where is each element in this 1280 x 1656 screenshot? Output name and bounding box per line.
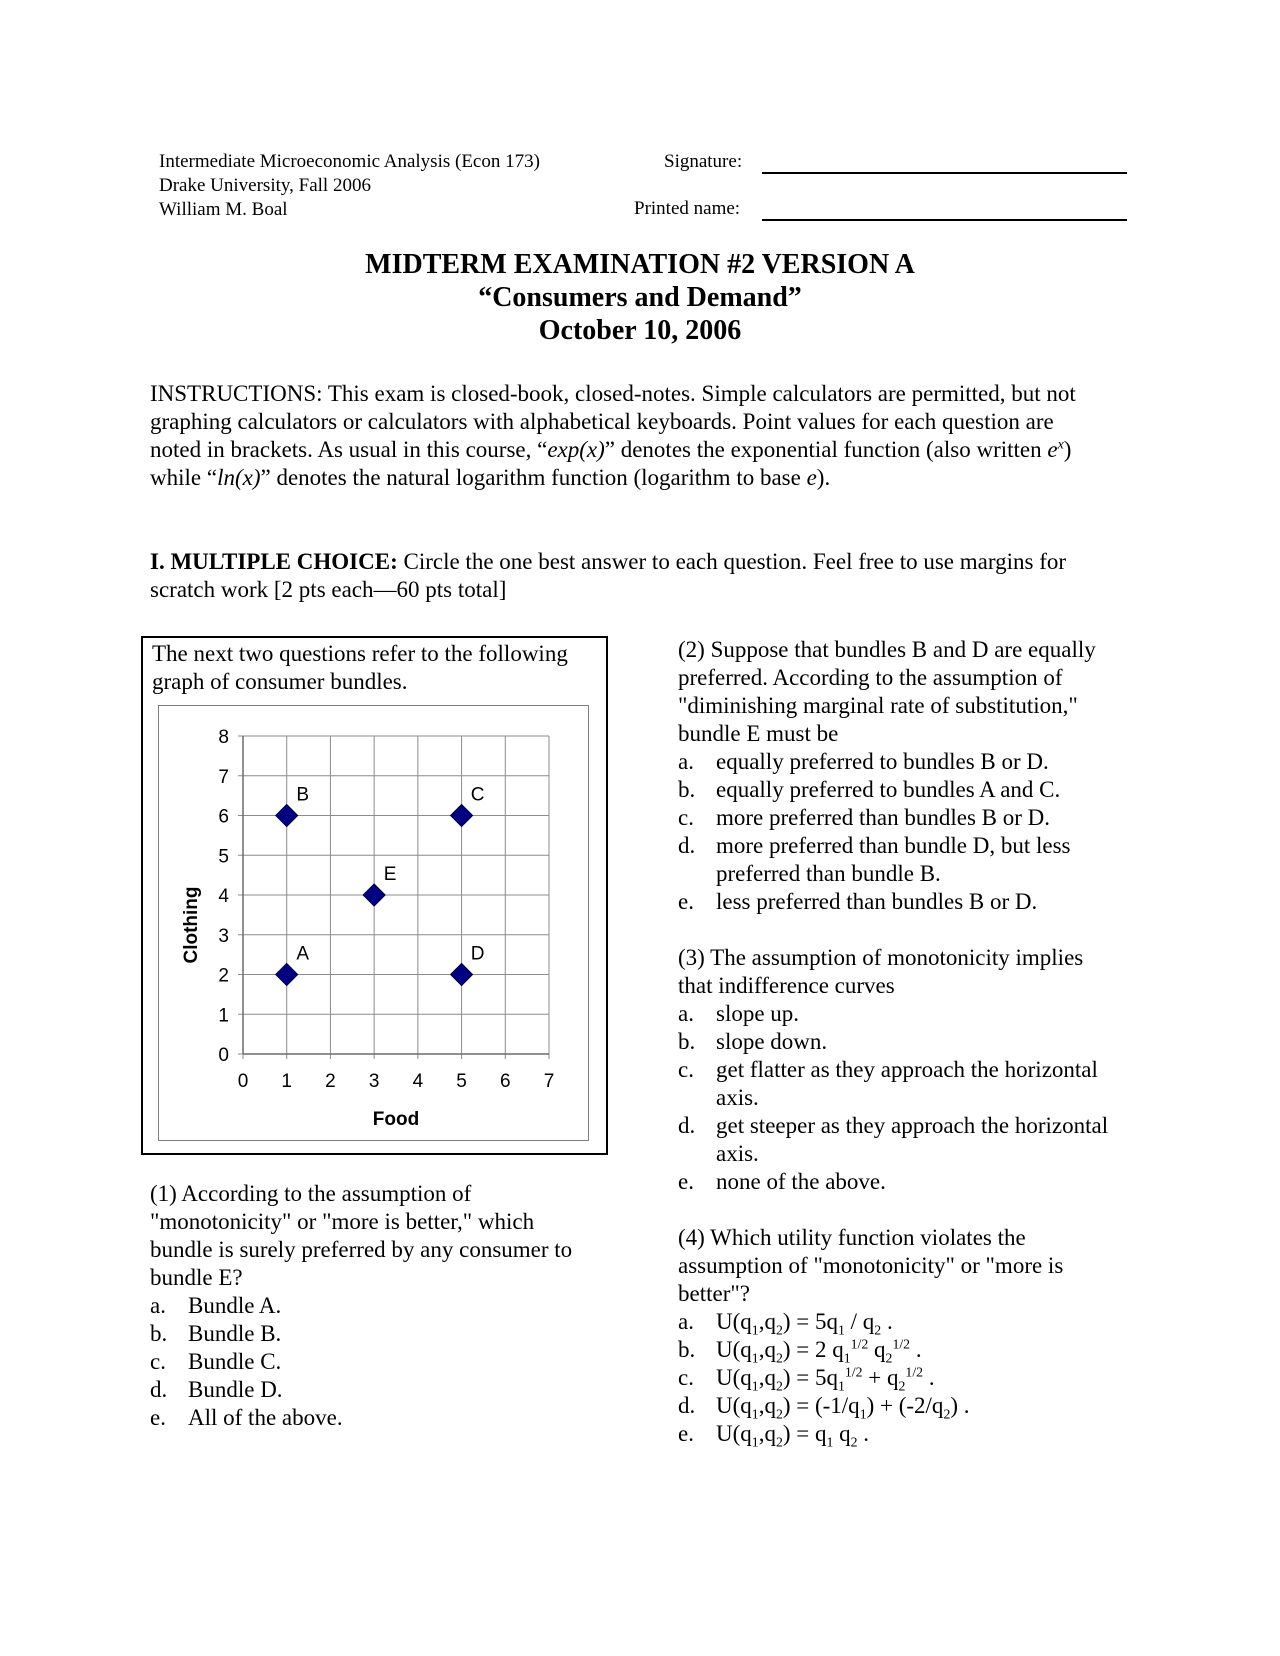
signature-label: Signature: — [664, 151, 743, 172]
option-text: Bundle D. — [188, 1377, 283, 1402]
option-3c[interactable]: c. get flatter as they approach the horizontal axis. — [678, 1056, 1123, 1112]
option-4a[interactable]: a. $U(q_1,q_2) = 5q_1 / q_2$ . — [678, 1308, 1123, 1336]
option-3b[interactable]: b. slope down. — [678, 1028, 1123, 1056]
option-3e[interactable]: e. none of the above. — [678, 1168, 1123, 1196]
option-text: equally preferred to bundles B or D. — [716, 749, 1049, 774]
chart-frame — [158, 705, 589, 1141]
point-e — [363, 884, 385, 906]
option-text: slope down. — [716, 1029, 828, 1054]
option-text: get steeper as they approach the horizontal axis. — [716, 1113, 1109, 1166]
course-header — [159, 150, 540, 222]
question-3-stem: (3) The assumption of monotonicity implies that indifference curves — [678, 945, 1084, 998]
course-name: Intermediate Microeconomic Analysis (Econ 173) — [159, 151, 540, 172]
point-label-b: B — [296, 784, 310, 806]
option-2a[interactable]: a. equally preferred to bundles B or D. — [678, 748, 1123, 776]
point-label-c: C — [470, 784, 485, 806]
utility-d: $U(q_1,q_2) = (-1/q_1) + (-2/q_2)$ . — [716, 1393, 970, 1422]
option-1e[interactable]: e. All of the above. — [150, 1404, 590, 1432]
question-4-stem: (4) Which utility function violates the assumption of "monotonicity" or "more is better"? — [678, 1225, 1064, 1306]
exam-title-line1: MIDTERM EXAMINATION #2 VERSION A — [365, 249, 915, 280]
graph-box — [141, 636, 608, 1155]
x-tick-label: 4 — [412, 1071, 424, 1092]
point-d — [451, 964, 473, 986]
instructor-name: William M. Boal — [159, 199, 288, 220]
option-2b[interactable]: b. equally preferred to bundles A and C. — [678, 776, 1123, 804]
option-4b[interactable]: b. $U(q_1,q_2) = 2$ $q_1^{1/2}$ $q_2^{1/2}$ . — [678, 1336, 1123, 1364]
option-3a[interactable]: a. slope up. — [678, 1000, 1123, 1028]
option-text: more preferred than bundles B or D. — [716, 805, 1051, 830]
option-1d[interactable]: d. Bundle D. — [150, 1376, 590, 1404]
y-tick-label: 4 — [218, 886, 229, 907]
option-1b[interactable]: b. Bundle B. — [150, 1320, 590, 1348]
option-1a[interactable]: a. Bundle A. — [150, 1292, 590, 1320]
point-label-a: A — [296, 943, 310, 965]
exam-date: October 10, 2006 — [538, 315, 742, 346]
point-c — [451, 805, 473, 827]
section-label: I. MULTIPLE CHOICE: — [150, 549, 398, 574]
question-1-stem: (1) According to the assumption of "monotonicity" or "more is better," which bundle is surely preferred by any consumer to bundle E? — [150, 1181, 573, 1290]
option-text: less preferred than bundles B or D. — [716, 889, 1038, 914]
question-1 — [150, 1180, 590, 1432]
x-tick-label: 2 — [325, 1071, 336, 1092]
printed-name-label: Printed name: — [634, 198, 741, 219]
x-tick-label: 3 — [368, 1071, 380, 1092]
utility-c: $U(q_1,q_2) = 5q_1^{1/2} + q_2^{1/2}$ . — [716, 1364, 935, 1394]
graph-intro: The next two questions refer to the following graph of consumer bundles. — [152, 641, 568, 694]
option-2e[interactable]: e. less preferred than bundles B or D. — [678, 888, 1123, 916]
option-4e[interactable]: e. $U(q_1,q_2) = q_1$ $q_2$ . — [678, 1420, 1123, 1448]
option-2d[interactable]: d. more preferred than bundle D, but less preferred than bundle B. — [678, 832, 1123, 888]
option-4d[interactable]: d. $U(q_1,q_2) = (-1/q_1) + (-2/q_2)$ . — [678, 1392, 1123, 1420]
signature-line[interactable] — [762, 150, 1127, 174]
y-axis-title: Clothing — [181, 886, 202, 964]
option-1c[interactable]: c. Bundle C. — [150, 1348, 590, 1376]
utility-e: $U(q_1,q_2) = q_1$ $q_2$ . — [716, 1421, 870, 1450]
scatter-chart — [159, 706, 588, 1140]
point-a — [276, 964, 298, 986]
x-tick-label: 5 — [456, 1071, 467, 1092]
section-text: Circle the one best answer to each question. Feel free to use margins for scratch work [2 pts each—60 pts total] — [150, 549, 1067, 602]
option-text: equally preferred to bundles A and C. — [716, 777, 1061, 802]
option-text: Bundle B. — [188, 1321, 282, 1346]
university-term: Drake University, Fall 2006 — [159, 175, 371, 196]
option-text: none of the above. — [716, 1169, 886, 1194]
option-text: get flatter as they approach the horizontal axis. — [716, 1057, 1098, 1110]
x-tick-label: 0 — [237, 1071, 249, 1092]
y-tick-label: 3 — [218, 925, 229, 947]
printed-name-line[interactable] — [762, 197, 1127, 221]
x-axis-title: Food — [372, 1109, 420, 1130]
option-2c[interactable]: c. more preferred than bundles B or D. — [678, 804, 1123, 832]
option-text: more preferred than bundle D, but less preferred than bundle B. — [716, 833, 1071, 886]
question-4 — [678, 1224, 1123, 1448]
y-tick-label: 0 — [218, 1045, 229, 1066]
exam-title — [0, 248, 1280, 347]
option-4c[interactable]: c. $U(q_1,q_2) = 5q_1^{1/2} + q_2^{1/2}$ . — [678, 1364, 1123, 1392]
option-text: All of the above. — [188, 1405, 343, 1430]
x-tick-label: 1 — [281, 1071, 293, 1092]
question-2-stem: (2) Suppose that bundles B and D are equally preferred. According to the assumption of "diminishing marginal rate of substitution," bundle E must be — [678, 637, 1096, 746]
utility-a: $U(q_1,q_2) = 5q_1 / q_2$ . — [716, 1309, 893, 1338]
point-b — [276, 805, 298, 827]
instructions-label: INSTRUCTIONS: — [150, 381, 323, 406]
y-tick-label: 8 — [218, 727, 229, 748]
x-tick-label: 6 — [499, 1071, 511, 1092]
y-tick-label: 6 — [218, 806, 229, 828]
option-text: Bundle C. — [188, 1349, 282, 1374]
exam-title-line2: “Consumers and Demand” — [478, 282, 802, 313]
instructions: INSTRUCTIONS: This exam is closed-book, closed-notes. Simple calculators are permitted, but not graphing calculators or calculators with alphabetical keyboards. Point values for each question are noted in brackets. As usual in this course, “exp(x)” denotes the exponential function (also written $e^x$) while “ln(x)” denotes the natural logarithm function (logarithm to base e). — [150, 381, 1076, 490]
section-multiple-choice — [150, 548, 1110, 604]
y-tick-label: 1 — [218, 1005, 229, 1027]
x-tick-label: 7 — [543, 1071, 555, 1092]
point-label-d: D — [470, 943, 485, 965]
y-tick-label: 5 — [218, 846, 229, 868]
option-text: slope up. — [716, 1001, 800, 1026]
y-tick-label: 7 — [218, 766, 229, 788]
option-text: Bundle A. — [188, 1293, 282, 1318]
utility-b: $U(q_1,q_2) = 2$ $q_1^{1/2}$ $q_2^{1/2}$ . — [716, 1336, 922, 1366]
y-tick-label: 2 — [218, 965, 229, 987]
question-2 — [678, 636, 1123, 916]
option-3d[interactable]: d. get steeper as they approach the horizontal axis. — [678, 1112, 1123, 1168]
point-label-e: E — [383, 864, 397, 885]
question-3 — [678, 944, 1123, 1196]
